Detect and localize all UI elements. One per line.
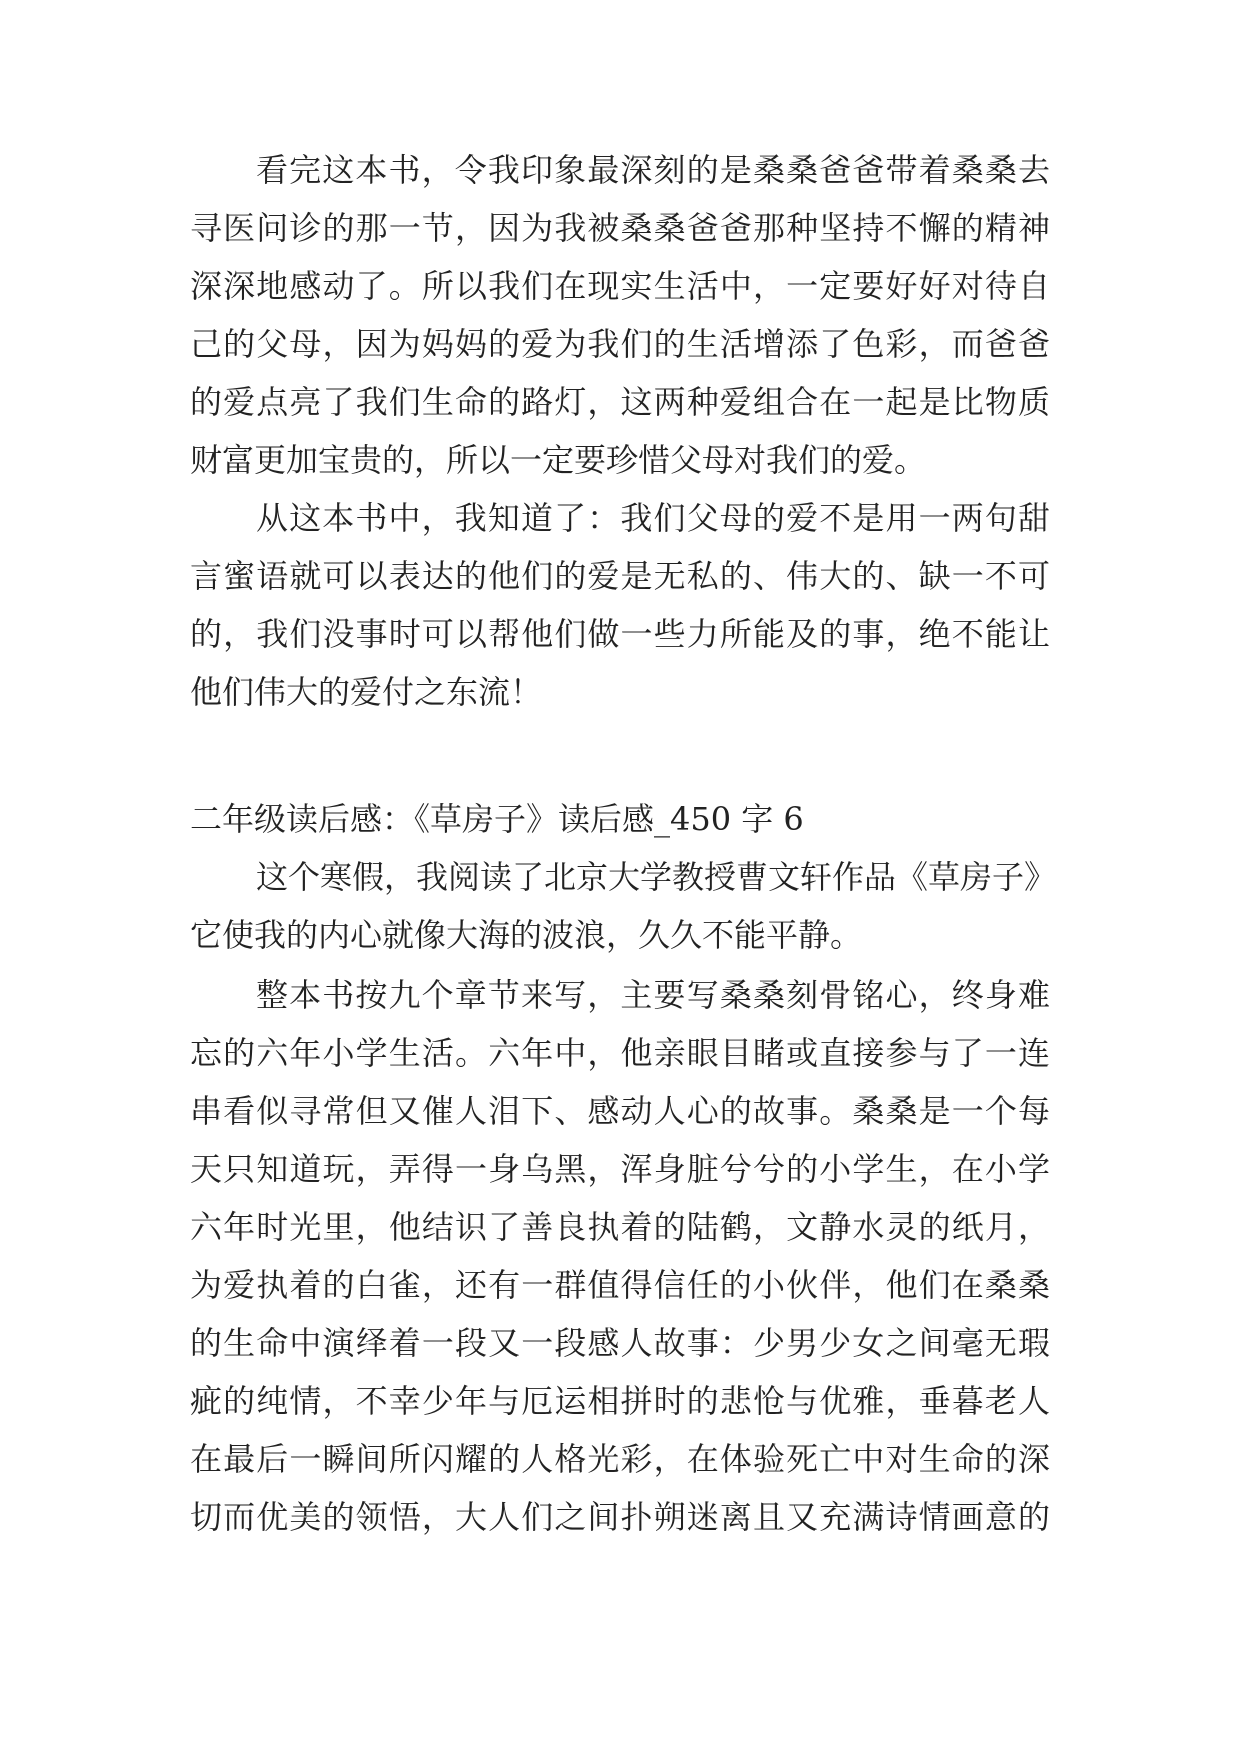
- paragraph-line: 的，我们没事时可以帮他们做一些力所能及的事，绝不能让: [190, 615, 1050, 653]
- paragraph-line: 整本书按九个章节来写，主要写桑桑刻骨铭心，终身难: [256, 976, 1050, 1014]
- paragraph-line: 的爱点亮了我们生命的路灯，这两种爱组合在一起是比物质: [190, 383, 1050, 421]
- paragraph-line: 深深地感动了。所以我们在现实生活中，一定要好好对待自: [190, 267, 1050, 305]
- paragraph-line: 从这本书中，我知道了：我们父母的爱不是用一两句甜: [256, 499, 1050, 537]
- paragraph-line: 忘的六年小学生活。六年中，他亲眼目睹或直接参与了一连: [190, 1034, 1050, 1072]
- paragraph-line: 天只知道玩，弄得一身乌黑，浑身脏兮兮的小学生，在小学: [190, 1150, 1050, 1188]
- paragraph-line: 六年时光里，他结识了善良执着的陆鹤，文静水灵的纸月，: [190, 1208, 1050, 1246]
- paragraph-line: 串看似寻常但又催人泪下、感动人心的故事。桑桑是一个每: [190, 1092, 1050, 1130]
- paragraph-line: 寻医问诊的那一节，因为我被桑桑爸爸那种坚持不懈的精神: [190, 209, 1050, 247]
- paragraph-line: 疵的纯情，不幸少年与厄运相拼时的悲怆与优雅，垂暮老人: [190, 1382, 1050, 1420]
- paragraph-line: 在最后一瞬间所闪耀的人格光彩，在体验死亡中对生命的深: [190, 1440, 1050, 1478]
- paragraph-line: 的生命中演绎着一段又一段感人故事：少男少女之间毫无瑕: [190, 1324, 1050, 1362]
- paragraph-line: 己的父母，因为妈妈的爱为我们的生活增添了色彩，而爸爸: [190, 325, 1050, 363]
- paragraph-line: 切而优美的领悟，大人们之间扑朔迷离且又充满诗情画意的: [190, 1498, 1050, 1536]
- paragraph-line: 为爱执着的白雀，还有一群值得信任的小伙伴，他们在桑桑: [190, 1266, 1050, 1304]
- section-title: 二年级读后感：《草房子》读后感_450 字 6: [190, 800, 804, 838]
- paragraph-line: 它使我的内心就像大海的波浪，久久不能平静。: [190, 916, 863, 954]
- paragraph-line: 看完这本书，令我印象最深刻的是桑桑爸爸带着桑桑去: [256, 151, 1050, 189]
- paragraph-line: 财富更加宝贵的，所以一定要珍惜父母对我们的爱。: [190, 441, 927, 479]
- paragraph-line: 这个寒假，我阅读了北京大学教授曹文轩作品《草房子》: [256, 858, 1057, 896]
- paragraph-line: 他们伟大的爱付之东流！: [190, 673, 543, 711]
- paragraph-line: 言蜜语就可以表达的他们的爱是无私的、伟大的、缺一不可: [190, 557, 1050, 595]
